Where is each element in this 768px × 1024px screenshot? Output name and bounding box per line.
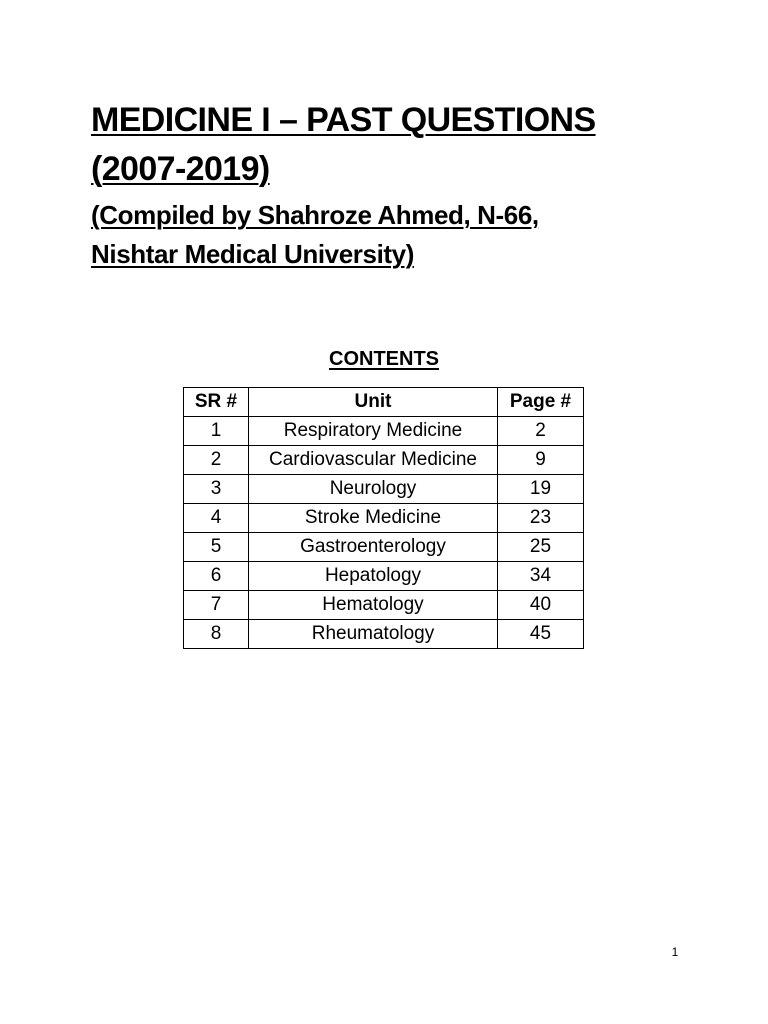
table-row (184, 417, 584, 446)
cell-unit: Respiratory Medicine (249, 417, 498, 446)
table-row (184, 591, 584, 620)
document-subtitle-line-2: Nishtar Medical University) (91, 239, 414, 269)
cell-unit: Rheumatology (249, 620, 498, 649)
cell-unit: Hematology (249, 591, 498, 620)
cell-page: 23 (498, 504, 584, 533)
cell-sr: 1 (184, 417, 249, 446)
page-number: 1 (671, 945, 679, 959)
cell-unit: Cardiovascular Medicine (249, 446, 498, 475)
cell-page: 45 (498, 620, 584, 649)
column-header-sr: SR # (184, 388, 249, 417)
cell-page: 25 (498, 533, 584, 562)
cell-sr: 4 (184, 504, 249, 533)
cell-sr: 2 (184, 446, 249, 475)
document-subtitle-line-1: (Compiled by Shahroze Ahmed, N-66, (91, 200, 539, 230)
cell-unit: Neurology (249, 475, 498, 504)
cell-sr: 3 (184, 475, 249, 504)
contents-heading: CONTENTS (329, 348, 439, 370)
contents-table-header-row (184, 388, 584, 417)
cell-page: 34 (498, 562, 584, 591)
table-row (184, 620, 584, 649)
cell-page: 2 (498, 417, 584, 446)
table-row (184, 446, 584, 475)
column-header-unit: Unit (249, 388, 498, 417)
cell-sr: 8 (184, 620, 249, 649)
cell-sr: 5 (184, 533, 249, 562)
document-title-line-1: MEDICINE I – PAST QUESTIONS (91, 101, 596, 139)
table-row (184, 562, 584, 591)
cell-sr: 6 (184, 562, 249, 591)
cell-sr: 7 (184, 591, 249, 620)
table-row (184, 504, 584, 533)
column-header-page: Page # (498, 388, 584, 417)
cell-page: 9 (498, 446, 584, 475)
table-row (184, 533, 584, 562)
table-row (184, 475, 584, 504)
cell-unit: Stroke Medicine (249, 504, 498, 533)
cell-unit: Gastroenterology (249, 533, 498, 562)
cell-page: 19 (498, 475, 584, 504)
cell-unit: Hepatology (249, 562, 498, 591)
document-title-line-2: (2007-2019) (91, 150, 270, 188)
cell-page: 40 (498, 591, 584, 620)
contents-table (183, 387, 584, 649)
